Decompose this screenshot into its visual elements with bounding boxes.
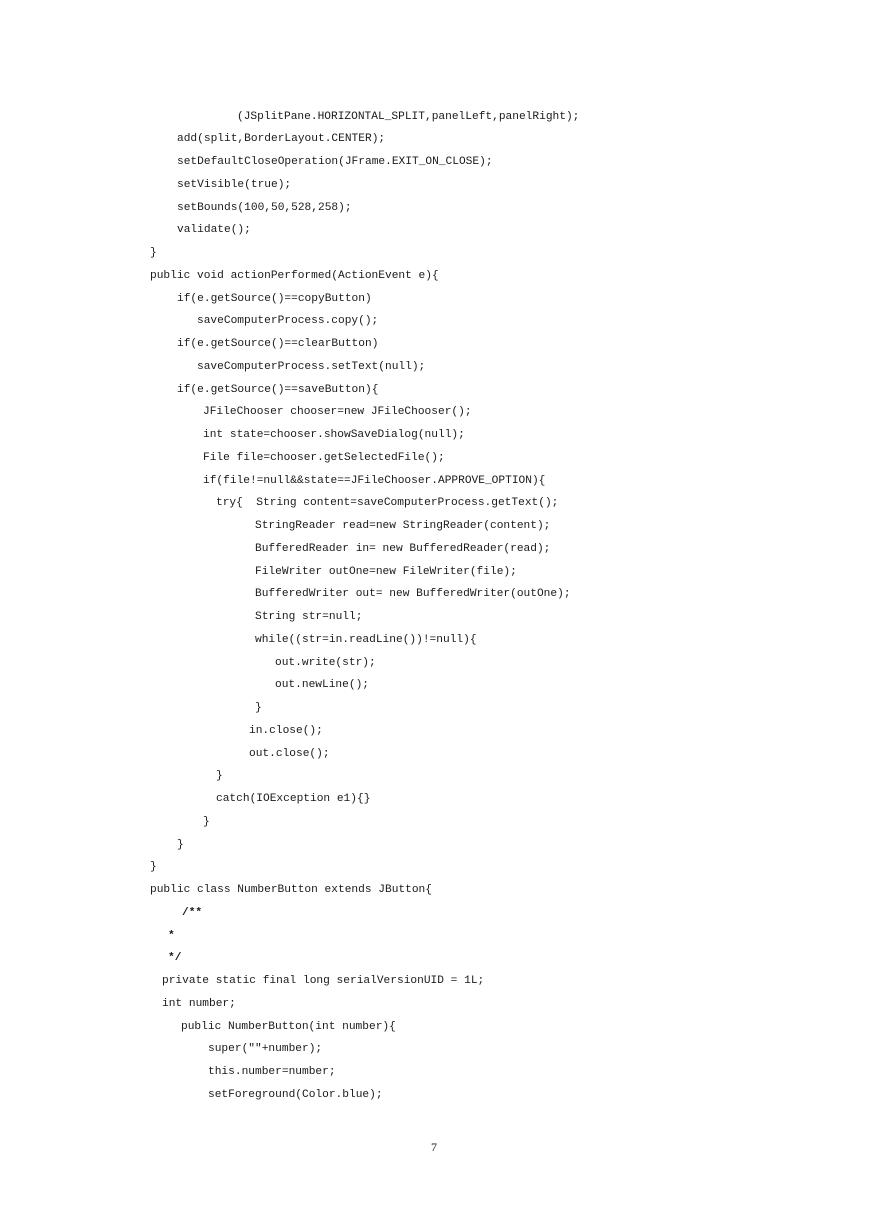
code-line: setVisible(true); xyxy=(177,179,292,191)
code-line: setForeground(Color.blue); xyxy=(208,1089,383,1101)
code-line: } xyxy=(255,702,262,714)
code-line: if(e.getSource()==saveButton){ xyxy=(177,384,379,396)
code-line: } xyxy=(150,861,157,873)
code-line: * xyxy=(168,930,175,942)
code-line: /** xyxy=(182,907,203,919)
code-line: BufferedReader in= new BufferedReader(read); xyxy=(255,543,551,555)
code-line: */ xyxy=(168,952,182,964)
code-line: if(e.getSource()==clearButton) xyxy=(177,338,379,350)
code-line: public class NumberButton extends JButton{ xyxy=(150,884,432,896)
page-number: 7 xyxy=(431,1140,437,1154)
code-line: private static final long serialVersionUID = 1L; xyxy=(162,975,485,987)
code-line: try{ String content=saveComputerProcess.getText(); xyxy=(216,497,559,509)
code-line: validate(); xyxy=(177,224,251,236)
code-line: public NumberButton(int number){ xyxy=(181,1021,396,1033)
code-line: } xyxy=(177,839,184,851)
code-line: File file=chooser.getSelectedFile(); xyxy=(203,452,445,464)
code-line: this.number=number; xyxy=(208,1066,336,1078)
code-line: (JSplitPane.HORIZONTAL_SPLIT,panelLeft,panelRight); xyxy=(237,111,580,123)
code-line: saveComputerProcess.setText(null); xyxy=(197,361,426,373)
code-line: out.newLine(); xyxy=(275,679,369,691)
code-line: public void actionPerformed(ActionEvent e){ xyxy=(150,270,439,282)
code-line: while((str=in.readLine())!=null){ xyxy=(255,634,477,646)
code-line: setBounds(100,50,528,258); xyxy=(177,202,352,214)
code-line: out.write(str); xyxy=(275,657,376,669)
code-line: out.close(); xyxy=(249,748,330,760)
code-line: } xyxy=(203,816,210,828)
code-line: if(e.getSource()==copyButton) xyxy=(177,293,372,305)
code-line: in.close(); xyxy=(249,725,323,737)
code-line: saveComputerProcess.copy(); xyxy=(197,315,379,327)
code-line: setDefaultCloseOperation(JFrame.EXIT_ON_CLOSE); xyxy=(177,156,493,168)
code-line: StringReader read=new StringReader(content); xyxy=(255,520,551,532)
code-line: int state=chooser.showSaveDialog(null); xyxy=(203,429,465,441)
code-line: FileWriter outOne=new FileWriter(file); xyxy=(255,566,517,578)
code-line: int number; xyxy=(162,998,236,1010)
code-line: JFileChooser chooser=new JFileChooser(); xyxy=(203,406,472,418)
code-line: } xyxy=(216,770,223,782)
code-line: catch(IOException e1){} xyxy=(216,793,371,805)
code-line: if(file!=null&&state==JFileChooser.APPROVE_OPTION){ xyxy=(203,475,546,487)
code-line: add(split,BorderLayout.CENTER); xyxy=(177,133,386,145)
code-line: String str=null; xyxy=(255,611,363,623)
code-line: } xyxy=(150,247,157,259)
code-line: super(""+number); xyxy=(208,1043,323,1055)
code-line: BufferedWriter out= new BufferedWriter(outOne); xyxy=(255,588,571,600)
